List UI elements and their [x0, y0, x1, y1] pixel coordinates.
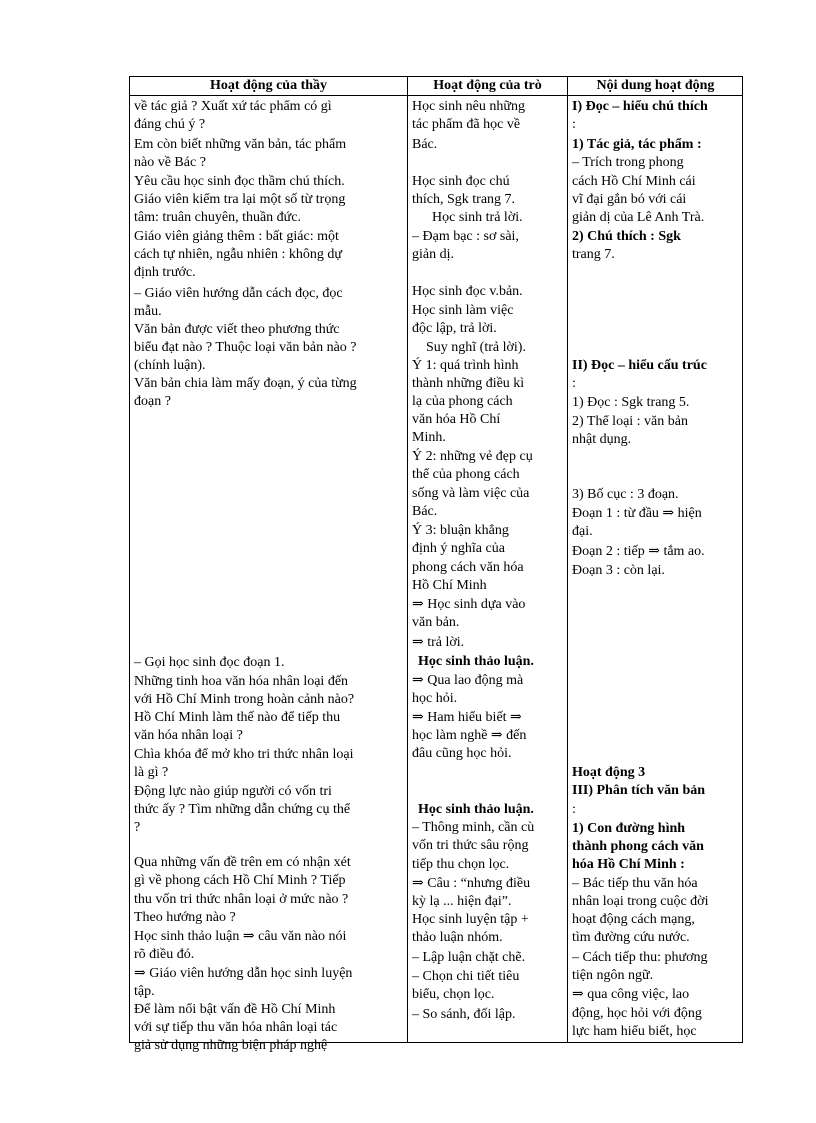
- text-line: nhân loại trong cuộc đời: [572, 894, 709, 909]
- text-line: Học sinh làm việc: [412, 303, 514, 318]
- text-line: 2) Thể loại : văn bản: [572, 414, 688, 429]
- text-line: tập.: [134, 984, 155, 999]
- text-line: giả sử dụng những biện pháp nghệ: [134, 1038, 328, 1053]
- text-line: hóa Hồ Chí Minh :: [572, 857, 685, 872]
- text-line: nào về Bác ?: [134, 155, 206, 170]
- text-line: Qua những vấn đề trên em có nhận xét: [134, 855, 351, 870]
- text-line: mẫu.: [134, 304, 162, 319]
- text-line: thu vốn tri thức nhân loại ở mức nào ?: [134, 892, 349, 907]
- text-line: Hoạt động 3: [572, 765, 646, 780]
- text-line: vốn tri thức sâu rộng: [412, 838, 529, 853]
- text-line: 1) Đọc : Sgk trang 5.: [572, 395, 690, 410]
- text-line: ⇒ Câu : “nhưng điều: [412, 876, 531, 891]
- text-line: trang 7.: [572, 247, 615, 262]
- text-line: 1) Tác giả, tác phẩm :: [572, 137, 702, 152]
- text-line: đâu cũng học hỏi.: [412, 746, 512, 761]
- text-line: nhật dụng.: [572, 432, 632, 447]
- text-line: tác phẩm đã học về: [412, 117, 521, 132]
- text-line: biểu, chọn lọc.: [412, 987, 495, 1002]
- text-line: Văn bản chia làm mấy đoạn, ý của từng: [134, 376, 357, 391]
- text-line: động, học hỏi với động: [572, 1006, 702, 1021]
- text-line: Học sinh nêu những: [412, 99, 525, 114]
- text-line: Chìa khóa để mở kho tri thức nhân loại: [134, 747, 354, 762]
- text-line: – Lập luận chặt chẽ.: [412, 950, 526, 965]
- text-line: – Giáo viên hướng dẫn cách đọc, đọc: [134, 286, 343, 301]
- text-line: phong cách văn hóa: [412, 560, 524, 575]
- text-line: – Đạm bạc : sơ sài,: [412, 229, 519, 244]
- text-line: tâm: truân chuyên, thuần đức.: [134, 210, 301, 225]
- text-line: ⇒ Giáo viên hướng dẫn học sinh luyện: [134, 966, 353, 981]
- text-line: – Bác tiếp thu văn hóa: [572, 876, 698, 891]
- text-line: – So sánh, đối lập.: [412, 1007, 516, 1022]
- text-line: giản dị của Lê Anh Trà.: [572, 210, 705, 225]
- text-line: kỳ lạ ... hiện đại”.: [412, 894, 512, 909]
- text-line: thể của phong cách: [412, 467, 520, 482]
- text-line: Hồ Chí Minh làm thế nào để tiếp thu: [134, 710, 341, 725]
- text-line: ⇒ qua công việc, lao: [572, 987, 690, 1002]
- text-line: tiện ngôn ngữ.: [572, 968, 654, 983]
- text-line: II) Đọc – hiểu cấu trúc: [572, 358, 707, 373]
- text-line: – Cách tiếp thu: phương: [572, 950, 708, 965]
- text-line: gì về phong cách Hồ Chí Minh ? Tiếp: [134, 873, 346, 888]
- text-line: lực ham hiểu biết, học: [572, 1024, 697, 1039]
- column-divider-2: [567, 77, 568, 1042]
- text-line: ⇒ Ham hiểu biết ⇒: [412, 710, 522, 725]
- text-line: Động lực nào giúp người có vốn tri: [134, 784, 332, 799]
- text-line: với sự tiếp thu văn hóa nhân loại tác: [134, 1020, 338, 1035]
- text-line: Đoạn 2 : tiếp ⇒ tắm ao.: [572, 544, 705, 559]
- text-line: về tác giả ? Xuất xứ tác phẩm có gì: [134, 99, 332, 114]
- text-line: Những tinh hoa văn hóa nhân loại đến: [134, 674, 349, 689]
- text-line: ⇒ Học sinh dựa vào: [412, 597, 526, 612]
- text-line: Học sinh luyện tập +: [412, 912, 529, 927]
- text-line: – Gọi học sinh đọc đoạn 1.: [134, 655, 285, 670]
- text-line: thảo luận nhóm.: [412, 930, 503, 945]
- text-line: đại.: [572, 524, 593, 539]
- text-line: hoạt động cách mạng,: [572, 912, 695, 927]
- text-line: Học sinh thảo luận.: [418, 802, 534, 817]
- text-line: Bác.: [412, 504, 438, 519]
- text-line: Học sinh đọc chú: [412, 174, 510, 189]
- text-line: ?: [134, 820, 141, 835]
- text-line: Hồ Chí Minh: [412, 578, 487, 593]
- text-line: với Hồ Chí Minh trong hoàn cảnh nào?: [134, 692, 355, 707]
- text-line: là gì ?: [134, 765, 169, 780]
- text-line: tìm đường cứu nước.: [572, 930, 690, 945]
- text-line: I) Đọc – hiểu chú thích: [572, 99, 708, 114]
- text-line: ⇒ trả lời.: [412, 635, 465, 650]
- text-line: Giáo viên kiểm tra lại một số từ trọng: [134, 192, 346, 207]
- text-line: văn hóa Hồ Chí: [412, 412, 501, 427]
- column-divider-1: [407, 77, 408, 1042]
- text-line: rõ điều đó.: [134, 947, 195, 962]
- text-line: 3) Bố cục : 3 đoạn.: [572, 487, 679, 502]
- text-line: Yêu cầu học sinh đọc thầm chú thích.: [134, 174, 345, 189]
- text-line: – Trích trong phong: [572, 155, 684, 170]
- text-line: Học sinh trả lời.: [432, 210, 523, 225]
- text-line: Đoạn 1 : từ đầu ⇒ hiện: [572, 506, 702, 521]
- text-line: học làm nghề ⇒ đến: [412, 728, 527, 743]
- text-line: tiếp thu chọn lọc.: [412, 857, 510, 872]
- text-line: giản dị.: [412, 247, 454, 262]
- text-line: Giáo viên giảng thêm : bất giác: một: [134, 229, 339, 244]
- text-line: Học sinh thảo luận ⇒ câu văn nào nói: [134, 929, 347, 944]
- text-line: 2) Chú thích : Sgk: [572, 229, 681, 244]
- text-line: thành những điều kì: [412, 376, 525, 391]
- text-line: văn hóa nhân loại ?: [134, 728, 243, 743]
- text-line: thành phong cách văn: [572, 839, 704, 854]
- text-line: thích, Sgk trang 7.: [412, 192, 516, 207]
- text-line: sống và làm việc của: [412, 486, 530, 501]
- text-line: Em còn biết những văn bản, tác phẩm: [134, 137, 347, 152]
- text-line: biểu đạt nào ? Thuộc loại văn bản nào ?: [134, 340, 357, 355]
- text-line: :: [572, 802, 576, 817]
- text-line: Đoạn 3 : còn lại.: [572, 563, 665, 578]
- header-student-activity: Hoạt động của trò: [433, 78, 542, 93]
- text-line: :: [572, 117, 576, 132]
- text-line: Ý 2: những vẻ đẹp cụ: [412, 449, 533, 464]
- text-line: III) Phân tích văn bản: [572, 783, 706, 798]
- text-line: lạ của phong cách: [412, 394, 513, 409]
- text-line: Học sinh đọc v.bản.: [412, 284, 523, 299]
- text-line: :: [572, 376, 576, 391]
- lesson-table: [129, 76, 743, 1053]
- text-line: Ý 1: quá trình hình: [412, 358, 519, 373]
- header-content: Nội dung hoạt động: [596, 78, 715, 93]
- text-line: Học sinh thảo luận.: [418, 654, 534, 669]
- text-line: đáng chú ý ?: [134, 117, 206, 132]
- text-line: Để làm nổi bật vấn đề Hồ Chí Minh: [134, 1002, 336, 1017]
- text-line: văn bản.: [412, 615, 460, 630]
- text-line: định trước.: [134, 265, 196, 280]
- text-line: – Chọn chi tiết tiêu: [412, 969, 520, 984]
- text-line: – Thông minh, cần cù: [412, 820, 535, 835]
- text-line: định ý nghĩa của: [412, 541, 505, 556]
- header-teacher-activity: Hoạt động của thầy: [209, 78, 328, 93]
- text-line: Bác.: [412, 137, 438, 152]
- text-line: vĩ đại gắn bó với cái: [572, 192, 687, 207]
- text-line: Theo hướng nào ?: [134, 910, 236, 925]
- text-line: ⇒ Qua lao động mà: [412, 673, 524, 688]
- text-line: cách tự nhiên, ngẫu nhiên : không dự: [134, 247, 343, 262]
- text-line: Suy nghĩ (trả lời).: [426, 340, 526, 355]
- text-line: đoạn ?: [134, 394, 171, 409]
- table-header-row: [130, 77, 742, 96]
- text-line: độc lập, trả lời.: [412, 321, 497, 336]
- text-line: thức ấy ? Tìm những dẫn chứng cụ thể: [134, 802, 351, 817]
- text-line: (chính luận).: [134, 358, 206, 373]
- text-line: Văn bản được viết theo phương thức: [134, 322, 340, 337]
- text-line: cách Hồ Chí Minh cái: [572, 174, 696, 189]
- text-line: Minh.: [412, 430, 446, 445]
- text-line: 1) Con đường hình: [572, 821, 686, 836]
- text-line: Ý 3: bluận khẳng: [412, 523, 509, 538]
- text-line: học hỏi.: [412, 691, 458, 706]
